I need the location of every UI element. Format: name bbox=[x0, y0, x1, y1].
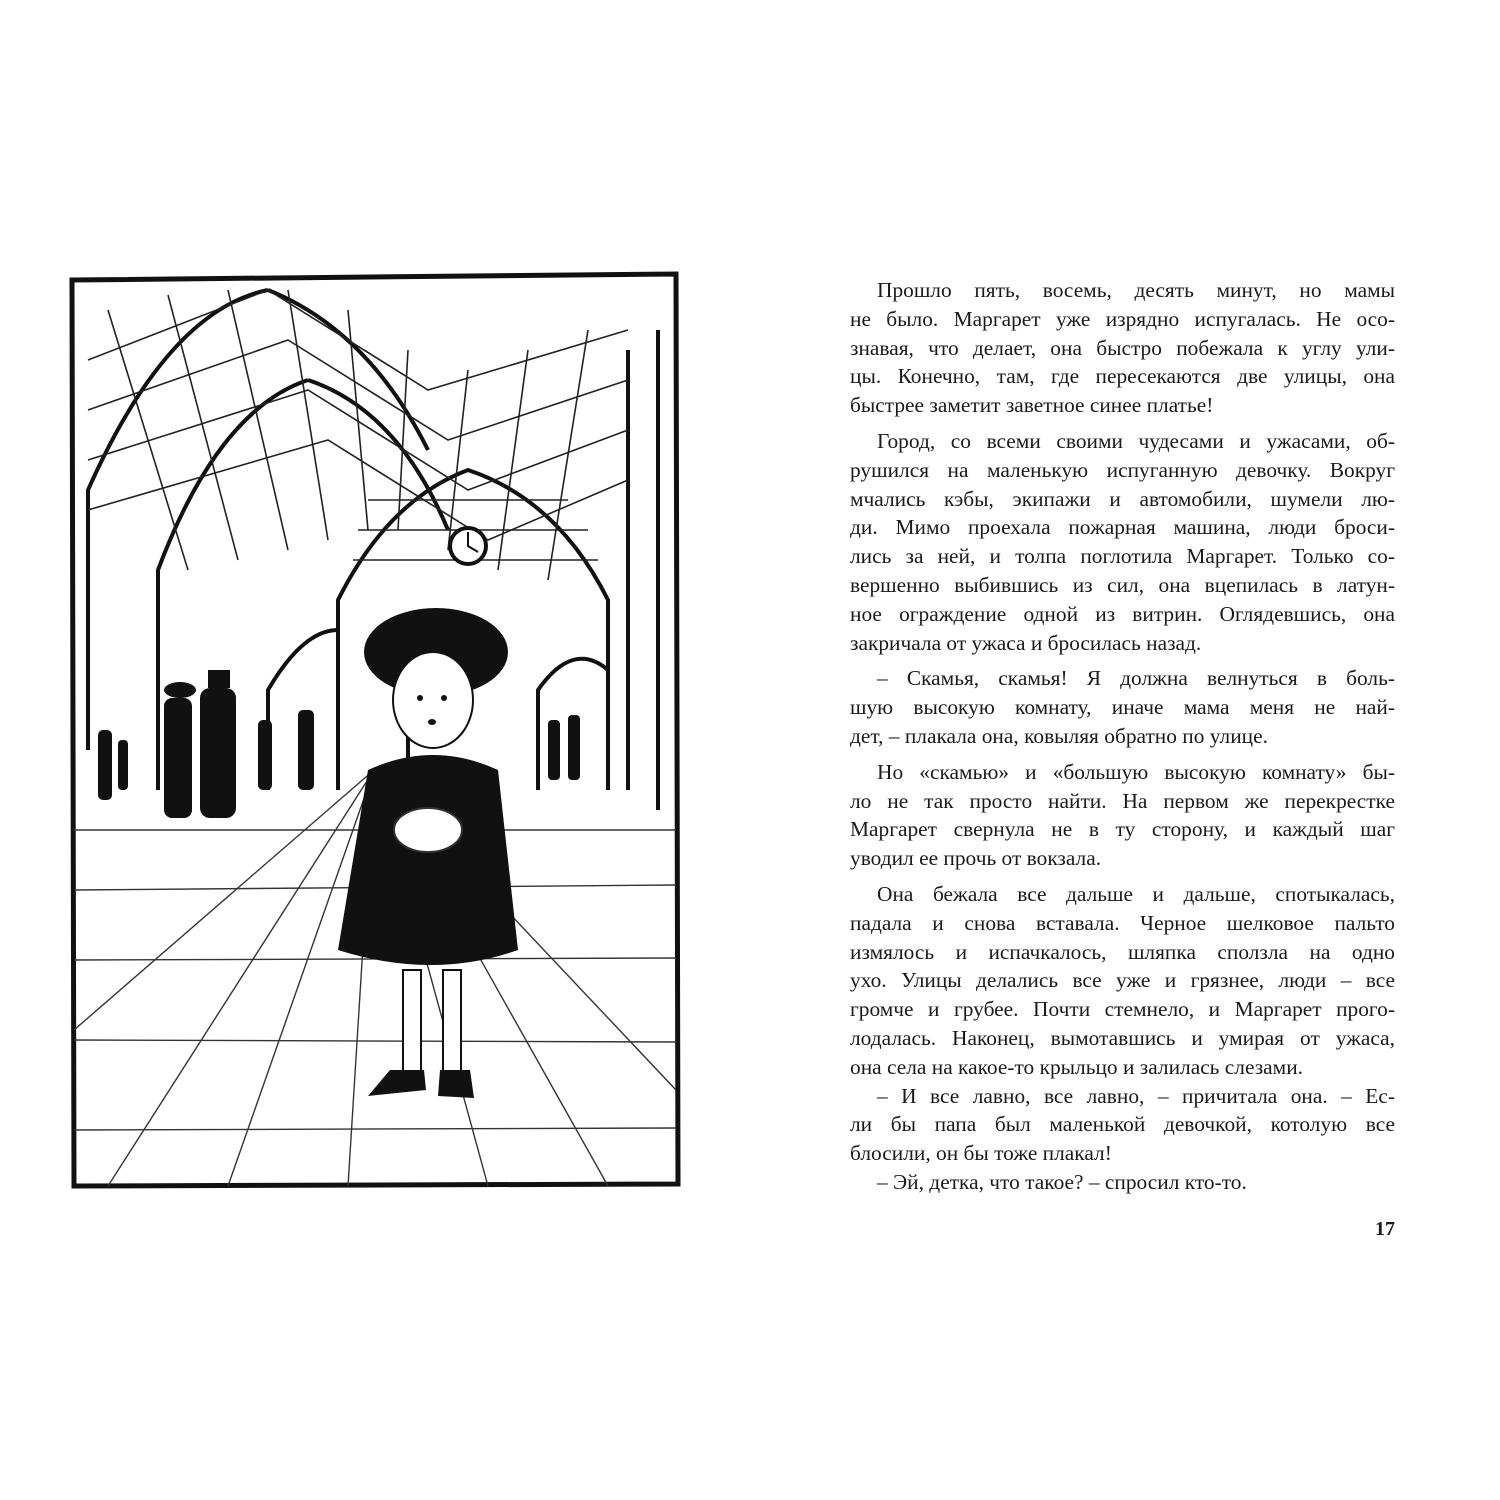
text-line: лись за ней, и толпа поглотила Маргарет. Только со- bbox=[850, 544, 1395, 569]
text-line: громче и грубее. Почти стемнело, и Маргарет прого- bbox=[850, 997, 1395, 1022]
text-line: знавая, что делает, она быстро побежала к углу ули- bbox=[850, 335, 1395, 360]
text-line: Прошло пять, восемь, десять минут, но мамы bbox=[877, 278, 1395, 302]
text-line: быстрее заметит заветное синее платье! bbox=[850, 393, 1214, 418]
text-line: рушился на маленькую испуганную девочку. Вокруг bbox=[850, 457, 1395, 482]
text-line: лодалась. Наконец, вымотавшись и умирая от ужаса, bbox=[850, 1025, 1395, 1050]
text-line: мчались кэбы, экипажи и автомобили, шумели лю- bbox=[850, 486, 1395, 511]
text-line: не было. Маргарет уже изрядно испугалась. Не осо- bbox=[850, 306, 1395, 331]
text-line: измялось и испачкалось, шляпка сползла на одно bbox=[850, 939, 1395, 964]
text-line: Но «скамью» и «большую высокую комнату» бы- bbox=[877, 759, 1395, 784]
text-line: ухо. Улицы делались все уже и грязнее, люди – все bbox=[850, 968, 1395, 993]
paragraph bbox=[850, 758, 1395, 873]
paragraph bbox=[850, 1082, 1395, 1168]
text-line: цы. Конечно, там, где пересекаются две улицы, она bbox=[850, 364, 1395, 389]
text-line: падала и снова вставала. Черное шелковое пальто bbox=[850, 910, 1395, 935]
text-line: ное ограждение одной из витрин. Оглядевшись, она bbox=[850, 601, 1395, 626]
text-column bbox=[850, 276, 1395, 1197]
station-girl-illustration-icon bbox=[68, 270, 681, 1190]
text-line: Город, со всеми своими чудесами и ужасами, об- bbox=[877, 428, 1395, 453]
text-line: – Скамья, скамья! Я должна велнуться в боль- bbox=[877, 666, 1395, 691]
text-line: ли бы папа был маленькой девочкой, котолую все bbox=[850, 1112, 1395, 1137]
text-line: – Эй, детка, что такое? – спросил кто-то. bbox=[877, 1169, 1247, 1194]
text-line: ло не так просто найти. На первом же перекрестке bbox=[850, 788, 1395, 813]
text-line: блосили, он бы тоже плакал! bbox=[850, 1141, 1112, 1166]
text-line: закричала от ужаса и бросилась назад. bbox=[850, 630, 1202, 655]
illustration-frame bbox=[68, 270, 681, 1190]
paragraph bbox=[850, 1168, 1395, 1197]
text-line: шую высокую комнату, иначе мама меня не най- bbox=[850, 695, 1395, 720]
paragraph bbox=[850, 664, 1395, 750]
text-line: дет, – плакала она, ковыляя обратно по улице. bbox=[850, 723, 1268, 748]
paragraph bbox=[850, 880, 1395, 1082]
text-line: – И все лавно, все лавно, – причитала она. – Ес- bbox=[877, 1083, 1395, 1108]
text-line: уводил ее прочь от вокзала. bbox=[850, 846, 1102, 871]
text-line: Она бежала все дальше и дальше, спотыкалась, bbox=[877, 881, 1395, 906]
page-number: 17 bbox=[1375, 1218, 1395, 1240]
text-line: вершенно выбившись из сил, она вцепилась в латун- bbox=[850, 572, 1395, 597]
paragraph bbox=[850, 276, 1395, 420]
paragraph bbox=[850, 427, 1395, 657]
text-line: Маргарет свернула не в ту сторону, и каждый шаг bbox=[850, 817, 1395, 842]
text-line: ди. Мимо проехала пожарная машина, люди броси- bbox=[850, 515, 1395, 540]
text-line: она села на какое-то крыльцо и залилась слезами. bbox=[850, 1054, 1303, 1079]
